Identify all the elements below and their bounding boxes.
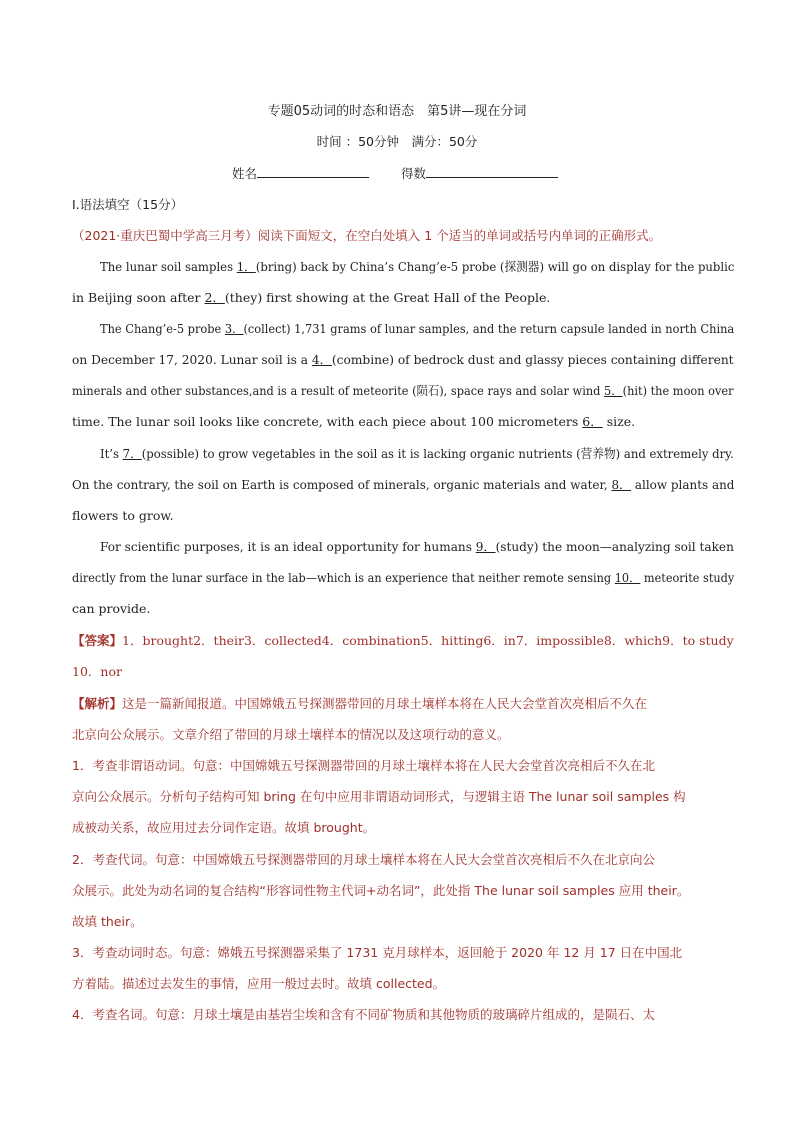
blank-6[interactable]: 6． [582, 414, 603, 429]
time-line: 时间 ：50分钟 满分：50分 [316, 134, 478, 149]
blank-10[interactable]: 10． [614, 570, 641, 585]
blank-2[interactable]: 2． [204, 290, 225, 305]
passage-line-10: For scientific purposes, it is an ideal opportunity for humans 9．(study) the moon—analyzing soil taken [100, 539, 734, 554]
analysis-line-1: 【解析】这是一篇新闻报道。中国嫦娥五号探测器带回的月球土壤样本将在人民大会堂首次亮相后不久在 [72, 696, 648, 711]
section-heading: I.语法填空（15分） [72, 197, 184, 212]
blank-9[interactable]: 9． [475, 539, 496, 554]
analysis-line-5: 成被动关系，故应用过去分词作定语。故填 brought。 [72, 820, 376, 835]
analysis-line-4: 京向公众展示。分析句子结构可知 bring 在句中应用非谓语动词形式，与逻辑主语 The lunar soil samples 构 [72, 789, 686, 804]
passage-line-7: It’s 7．(possible) to grow vegetables in the soil as it is lacking organic nutrients (营养物) and extremely dry. [100, 446, 734, 461]
passage-line-2: in Beijing soon after 2．(they) first showing at the Great Hall of the People. [72, 290, 551, 305]
blank-3[interactable]: 3． [224, 321, 244, 336]
analysis-line-6: 2．考查代词。句意：中国嫦娥五号探测器带回的月球土壤样本将在人民大会堂首次亮相后不久在北京向公 [72, 852, 655, 867]
passage-line-4: on December 17, 2020. Lunar soil is a 4．(combine) of bedrock dust and glassy pieces containing different [72, 352, 734, 367]
name-field[interactable] [232, 165, 558, 182]
source-line: （2021·重庆巴蜀中学高三月考）阅读下面短文，在空白处填入 1 个适当的单词或括号内单词的正确形式。 [72, 228, 662, 243]
score-blank[interactable] [426, 165, 558, 178]
passage-line-3: The Chang’e-5 probe 3．(collect) 1,731 grams of lunar samples, and the return capsule landed in north China [100, 321, 735, 336]
blank-5[interactable]: 5． [604, 383, 623, 398]
analysis-line-2: 北京向公众展示。文章介绍了带回的月球土壤样本的情况以及这项行动的意义。 [72, 727, 510, 742]
analysis-line-11: 4．考查名词。句意：月球土壤是由基岩尘埃和含有不同矿物质和其他物质的玻璃碎片组成的，是陨石、太 [72, 1007, 655, 1022]
blank-8[interactable]: 8． [611, 477, 632, 492]
passage-line-5: minerals and other substances,and is a result of meteorite (陨石), space rays and solar wind 5．(hit) the moon over [72, 383, 734, 398]
passage-line-11: directly from the lunar surface in the lab—which is an experience that neither remote sensing 10． meteorite study [72, 570, 735, 585]
name-label: 姓名 [232, 166, 258, 181]
answer-line-1 [72, 633, 734, 649]
passage-line-9: flowers to grow. [72, 508, 174, 523]
answer-label: 【答案】 [72, 633, 123, 648]
analysis-line-10: 方着陆。描述过去发生的事情，应用一般过去时。故填 collected。 [72, 976, 446, 991]
blank-7[interactable]: 7． [122, 446, 142, 461]
page-title: 专题05动词的时态和语态 第5讲—现在分词 [267, 104, 527, 119]
analysis-line-9: 3．考查动词时态。句意：嫦娥五号探测器采集了 1731 克月球样本，返回舱于 2020 年 12 月 17 日在中国北 [72, 945, 683, 960]
answer-text-1: 1．brought2．their3．collected4．combination5．hitting6．in7．impossible8．which9．to study [122, 633, 734, 648]
passage-line-12: can provide. [72, 601, 151, 616]
blank-4[interactable]: 4． [311, 352, 332, 367]
analysis-line-7: 众展示。此处为动名词的复合结构“形容词性物主代词+动名词”，此处指 The lunar soil samples 应用 their。 [72, 883, 690, 898]
analysis-line-3: 1．考查非谓语动词。句意：中国嫦娥五号探测器带回的月球土壤样本将在人民大会堂首次亮相后不久在北 [72, 758, 655, 773]
name-blank[interactable] [257, 165, 369, 178]
analysis-line-8: 故填 their。 [72, 914, 143, 929]
blank-1[interactable]: 1． [236, 259, 256, 274]
passage-line-8: On the contrary, the soil on Earth is composed of minerals, organic materials and water, 8． allow plants and [72, 477, 735, 492]
passage-line-1: The lunar soil samples 1．(bring) back by China’s Chang’e-5 probe (探测器) will go on display for the public [100, 259, 735, 274]
analysis-label: 【解析】 [72, 696, 123, 711]
score-label: 得数 [400, 166, 426, 181]
passage-line-6: time. The lunar soil looks like concrete, with each piece about 100 micrometers 6． size. [72, 414, 636, 429]
answer-line-2: 10．nor [72, 664, 122, 679]
